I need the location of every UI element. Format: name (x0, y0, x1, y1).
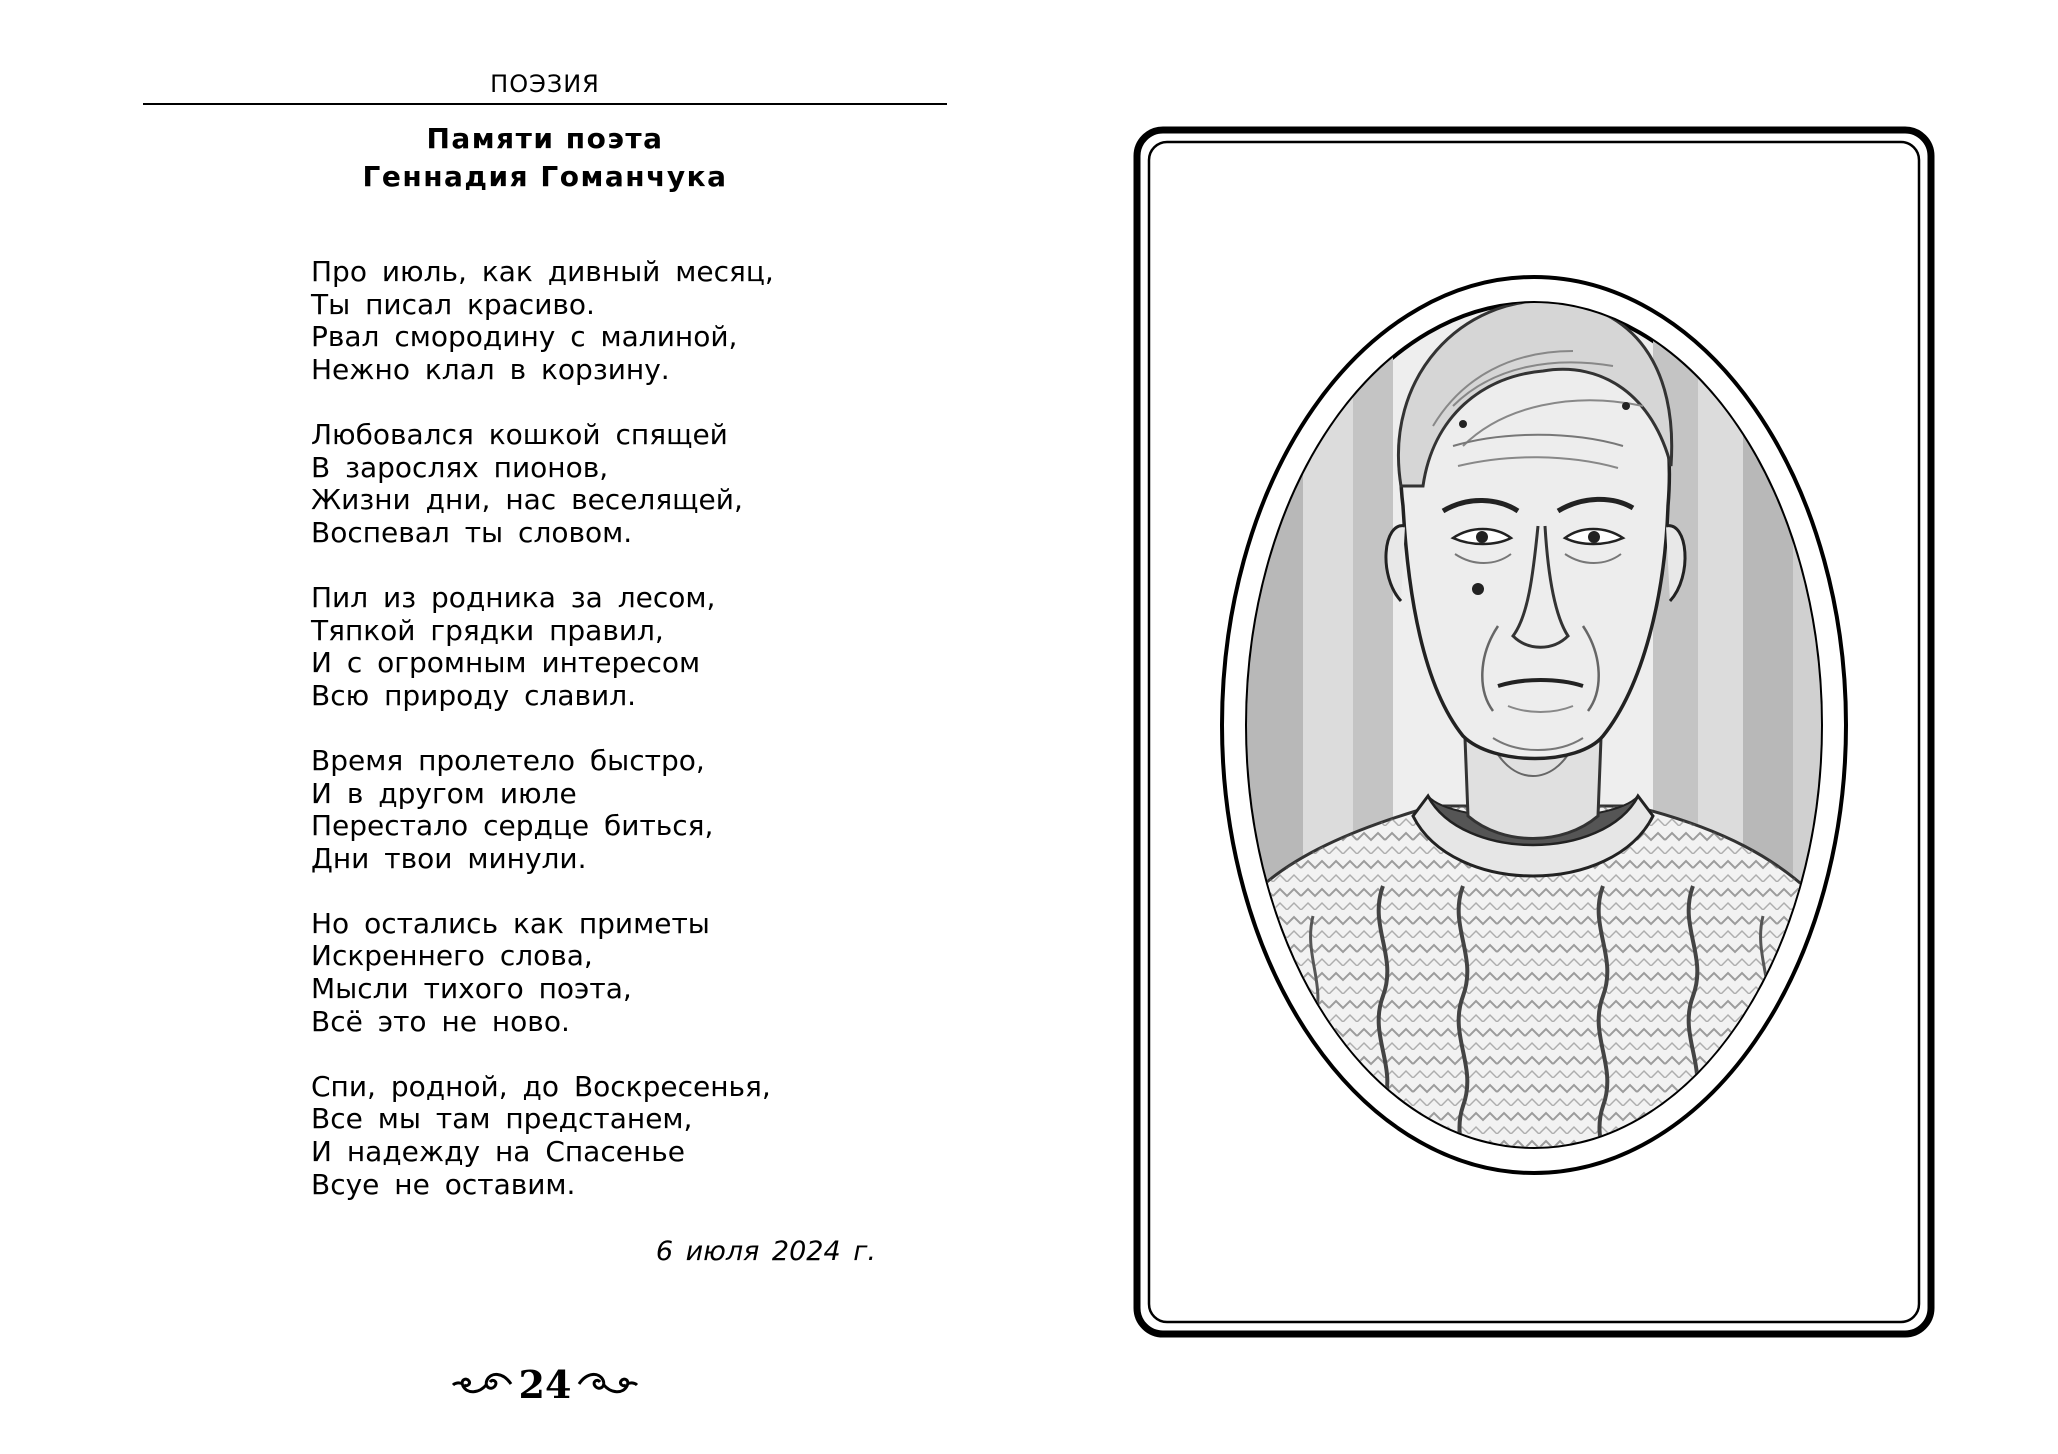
poem-body (311, 256, 871, 1201)
poem-line: Время пролетело быстро, (311, 743, 705, 777)
poem-line: Пил из родника за лесом, (311, 580, 716, 614)
poem-line: Дни твои минули. (311, 841, 587, 875)
poem-line: И с огромным интересом (311, 646, 701, 680)
poem-line: Всуе не оставим. (311, 1167, 576, 1201)
stanza (311, 1071, 871, 1201)
poem-line: Рвал смородину с малиной, (311, 320, 738, 354)
stanza (311, 745, 871, 875)
page-folio (435, 1360, 655, 1408)
stanza (311, 582, 871, 712)
poem-line: Любовался кошкой спящей (311, 417, 728, 451)
portrait-frame (1133, 126, 1935, 1338)
header-rule (143, 103, 947, 105)
poem-title-line: Памяти поэта (426, 122, 664, 155)
poem-line: Всё это не ново. (311, 1004, 570, 1038)
poem-line: Нежно клал в корзину. (311, 352, 670, 386)
poem-line: Спи, родной, до Воскресенья, (311, 1069, 771, 1103)
poem-line: Мысли тихого поэта, (311, 972, 632, 1006)
poem-date: 6 июля 2024 г. (655, 1236, 876, 1267)
poem-title-line: Геннадия Гоманчука (362, 160, 728, 193)
poem-line: Искреннего слова, (311, 939, 593, 973)
poem-line: Про июль, как дивный месяц, (311, 255, 774, 288)
poem-line: Все мы там предстанем, (311, 1102, 693, 1136)
stanza (311, 908, 871, 1038)
ornament-right-icon (577, 1370, 639, 1398)
poem-line: Ты писал красиво. (311, 287, 595, 321)
poem-title (143, 120, 947, 196)
poem-line: И в другом июле (311, 776, 577, 810)
stanza (311, 256, 871, 386)
section-header: ПОЭЗИЯ (490, 70, 600, 98)
poem-line: Всю природу славил. (311, 678, 637, 712)
poem-line: Перестало сердце биться, (311, 809, 714, 843)
poem-line: В зарослях пионов, (311, 450, 609, 484)
portrait-illustration (1133, 126, 1935, 1338)
stanza (311, 419, 871, 549)
poem-line: И надежду на Спасенье (311, 1135, 685, 1169)
ornament-left-icon (451, 1370, 513, 1398)
poem-line: Тяпкой грядки правил, (311, 613, 664, 647)
poem-line: Жизни дни, нас веселящей, (311, 483, 743, 517)
page-number: 24 (518, 1361, 572, 1407)
poem-line: Воспевал ты словом. (311, 515, 633, 549)
poem-line: Но остались как приметы (311, 906, 710, 940)
